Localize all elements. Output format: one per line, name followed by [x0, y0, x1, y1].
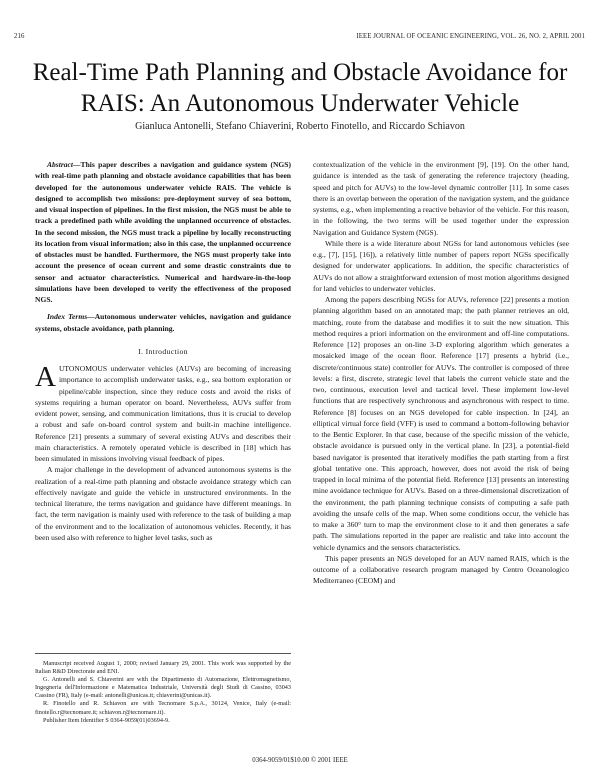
footnote-affiliation-1: G. Antonelli and S. Chiaverini are with the Dipartimento di Automazione, Elettromagnetismo, Ingegneria dell'Informazione e Matematica Industriale, Università degli Studi di Cassino, 03043 Cassino (FR), Italy (e-mail: antonelli@unicas.it; chiaverini@unicas.it).: [35, 676, 291, 700]
abstract-label: Abstract—: [47, 160, 81, 169]
intro-paragraph-2: A major challenge in the development of advanced autonomous systems is the realization of a real-time path planning and obstacle avoidance strategy which can effectively navigate and guide the vehicle in unstructured environments. In the technical literature, the terms navigation and guidance have different meanings. In fact, the term navigation is mainly used with reference to the task of building a map of the environment and to the localization of autonomous vehicles. Recently, it has been used also with reference to higher level tasks, such as: [35, 465, 291, 542]
index-terms-text: Autonomous underwater vehicles, navigation and guidance systems, obstacle avoidance, path planning.: [35, 312, 292, 333]
author-list: Gianluca Antonelli, Stefano Chiaverini, Roberto Finotello, and Riccardo Schiavon: [135, 121, 465, 132]
index-terms-label: Index Terms—: [47, 312, 95, 322]
copyright-footer: 0364-9059/01$10.00 © 2001 IEEE: [252, 757, 348, 764]
drop-cap: A: [35, 361, 56, 393]
title-line-2: RAIS: An Autonomous Underwater Vehicle: [80, 90, 520, 117]
abstract: [35, 159, 291, 305]
footnote-manuscript: Manuscript received August 1, 2000; revised January 29, 2001. This work was supported by the Italian R&D Directorate and ENI.: [35, 660, 291, 676]
section-heading-introduction: I. Introduction: [138, 346, 188, 356]
abstract-text: This paper describes a navigation and guidance system (NGS) with real-time path planning and obstacle avoidance capabilities that has been developed for the autonomous underwater vehicle RAIS. The vehicle is designed to accomplish two missions: pre-deployment survey of sea bottom, and visual inspection of pipelines. In the first mission, the NGS must be able to track a predefined path while avoiding the unplanned occurrence of obstacles. In the second mission, the NGS must track a pipeline by locally reconstructing its location from visual information; also in this case, the unplanned occurrence of obstacles must be handled. Furthermore, the NGS must properly take into account the presence of ocean current and some drastic constraints due to sensor and actuator characteristics. Numerical and hardware-in-the-loop simulations have been developed to verify the effectiveness of the proposed NGS.: [35, 160, 291, 304]
left-column: [35, 159, 291, 543]
footnote-publisher-id: Publisher Item Identifier S 0364-9059(01)03694-9.: [43, 716, 170, 724]
page-number: 216: [14, 33, 25, 40]
intro-paragraph-1-text: UTONOMOUS underwater vehicles (AUVs) are becoming of increasing importance to accomplish underwater tasks, e.g., sea bottom exploration or pipeline/cable inspection, since they reduce costs and avoid the risks of systems requiring a human operator on board. Nevertheless, AUVs suffer from evident power, sensing, and communication limitations, thus it is crucial to develop a robust and safe on-board control system and built-in machine intelligence. Reference [21] presents a summary of several existing AUVs and describes their main characteristics. A remotely operated vehicle is described in [18] which has been simulated in missions involving visual feedback of pipes.: [35, 364, 291, 463]
right-paragraph-1: contextualization of the vehicle in the environment [9], [19]. On the other hand, guidance is intended as the task of generating the reference trajectory (heading, speed and pitch for AUVs) to the low-level dynamic controller [11]. In some cases there is an overlap between the operation of the navigation system, and the guidance systems, e.g., when implementing a reactive behavior of the vehicle. For this reason, in the following, the two terms will be used together under the expression Navigation and Guidance System (NGS).: [313, 160, 569, 237]
right-column: [313, 159, 569, 587]
title-line-1: Real-Time Path Planning and Obstacle Avoidance for: [32, 59, 568, 86]
intro-paragraph-1: [35, 363, 291, 464]
right-paragraph-2: While there is a wide literature about NGSs for land autonomous vehicles (see e.g., [7], [15], [16]), a relatively little number of papers report NGSs specifically designed for underwater applications. In addition, the specific characteristics of AUVs do not allow a straightforward extension of most motion algorithms designed for land vehicles to underwater vehicles.: [313, 238, 569, 293]
footnotes: [35, 653, 291, 725]
journal-header: IEEE JOURNAL OF OCEANIC ENGINEERING, VOL. 26, NO. 2, APRIL 2001: [356, 33, 585, 40]
index-terms: [35, 311, 291, 334]
paper-title: [0, 57, 600, 119]
footnote-affiliation-2: R. Finotello and R. Schiavon are with Tecnomare S.p.A., 30124, Venice, Italy (e-mail: finotello.r@tecnomare.it; schiavon.r@tecnomare.it).: [35, 700, 291, 716]
right-paragraph-3: Among the papers describing NGSs for AUVs, reference [22] presents a motion planning algorithm based on an annotated map; the path planner retrieves an old, matching, route from the database and modifies it to suit the new situation. This method requires a priori information on the environment and off-line computations. Reference [12] proposes an on-line 3-D exploring algorithm which generates a mosaicked image of the ocean floor. Reference [17] presents a hybrid (i.e., discrete/continuous state) controller for AUVs. The controller is composed of three levels: a first, discrete, strategic level that labels the current vehicle state and the two, continuous, execution level and tactical level. These implement low-level functions that are respectively synchronous and asynchronous with respect to time. Reference [8] focuses on an NGS developed for cable inspection. In [24], an elliptical virtual force field (VFF) is used to command a bottom-following behavior to the Bentic Explorer. In that case, because of the specific mission of the vehicle, obstacle avoidance is pursued only in the vertical plane. In [23], a potential-field based navigator is presented that iteratively modifies the path starting from a first global tentative one. This approach, however, does not avoid the risk of being trapped in local minima of the potential field. Reference [13] presents an interesting mine avoidance technique for AUVs. Based on a three-dimensional discretization of the environment, the path planning technique consists of computing a safe path avoiding the unsafe cells of the map. When some conditions occur, the vehicle has to make a 360° turn to map the environment close to it and then generates a safe path. The simulations reported in the paper are realistic and take into account the vehicle dynamics and the sensors characteristics.: [313, 295, 569, 552]
right-paragraph-4: This paper presents an NGS developed for an AUV named RAIS, which is the outcome of a collaborative research program managed by Centro Oceanologico Mediterraneo (CEOM) and: [313, 553, 569, 586]
